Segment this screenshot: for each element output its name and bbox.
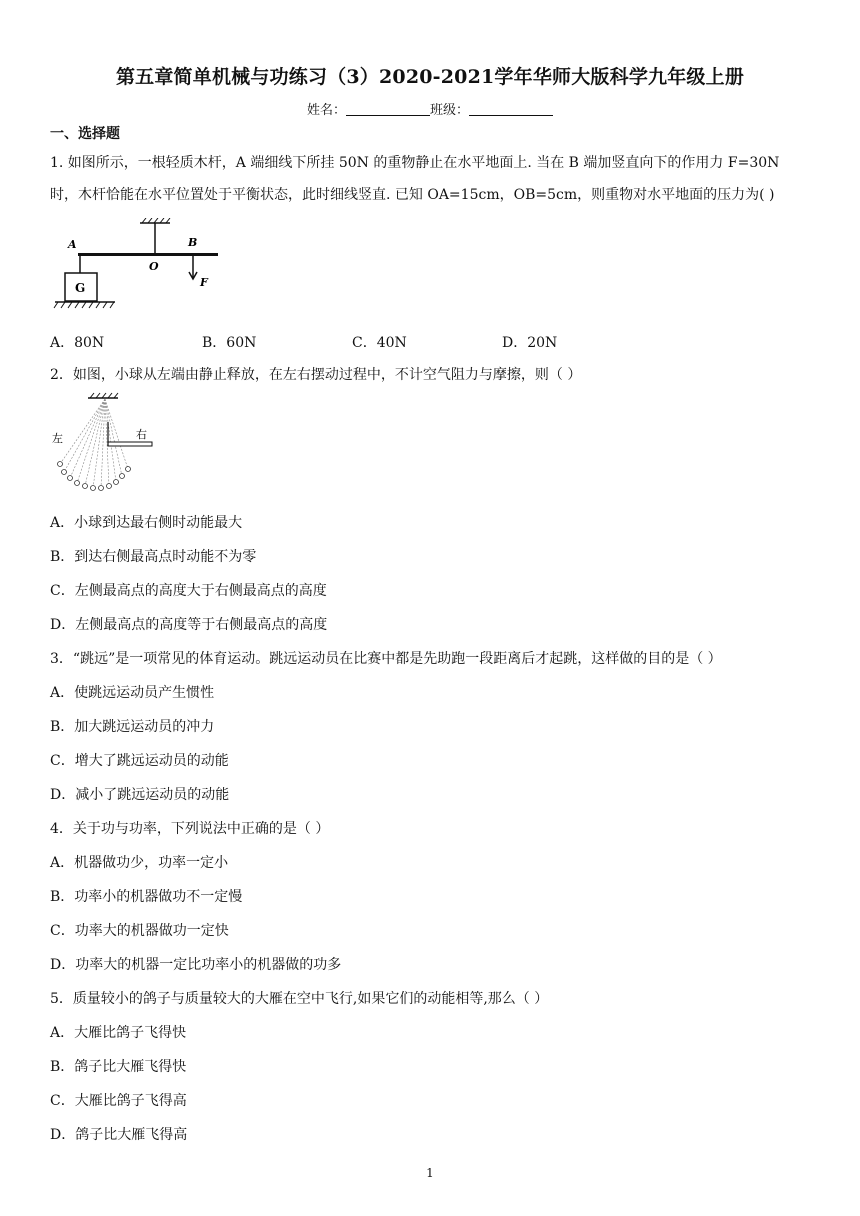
- q2-option-b[interactable]: B．到达右侧最高点时动能不为零: [50, 549, 257, 565]
- q4-option-d[interactable]: D．功率大的机器一定比功率小的机器做的功多: [50, 957, 342, 973]
- page-number: 1: [426, 1166, 434, 1180]
- label-f: F: [200, 276, 208, 289]
- class-label: 班级：: [430, 103, 470, 118]
- q3-option-a[interactable]: A．使跳远运动员产生惯性: [50, 685, 215, 701]
- q1-option-c[interactable]: C．40N: [352, 335, 407, 351]
- q4-stem: 4．关于功与功率，下列说法中正确的是（ ）: [50, 821, 330, 837]
- label-a: A: [68, 238, 77, 251]
- q5-option-a[interactable]: A．大雁比鸽子飞得快: [50, 1025, 187, 1041]
- label-g: G: [75, 281, 86, 295]
- q1-option-b[interactable]: B．60N: [202, 335, 257, 351]
- page-title: 第五章简单机械与功练习（3）2020-2021学年华师大版科学九年级上册: [115, 66, 745, 88]
- q1-stem-line-2: 时，木杆恰能在水平位置处于平衡状态，此时细线竖直. 已知 OA=15cm，OB=5cm，则重物对水平地面的压力为( ): [50, 187, 775, 203]
- label-b: B: [188, 236, 198, 249]
- name-label: 姓名：: [306, 103, 346, 118]
- q1-options: [50, 332, 750, 352]
- q4-option-c[interactable]: C．功率大的机器做功一定快: [50, 923, 229, 939]
- q3-stem: 3．“跳远”是一项常见的体育运动。跳远运动员在比赛中都是先助跑一段距离后才起跳，这样做的目的是（ ）: [50, 651, 722, 667]
- q2-option-d[interactable]: D．左侧最高点的高度等于右侧最高点的高度: [50, 617, 328, 633]
- student-info-line: [0, 99, 860, 118]
- q5-option-c[interactable]: C．大雁比鸽子飞得高: [50, 1093, 187, 1109]
- q2-option-c[interactable]: C．左侧最高点的高度大于右侧最高点的高度: [50, 583, 327, 599]
- lever-figure: [50, 218, 230, 313]
- q5-option-d[interactable]: D．鸽子比大雁飞得高: [50, 1127, 188, 1143]
- q2-stem: 2．如图，小球从左端由静止释放，在左右摆动过程中，不计空气阻力与摩擦，则（ ）: [50, 367, 582, 383]
- label-left: 左: [52, 432, 63, 445]
- section-heading: 一、选择题: [50, 126, 120, 142]
- q1-stem-line-1: 1. 如图所示，一根轻质木杆，A 端细线下所挂 50N 的重物静止在水平地面上. 当在 B 端加竖直向下的作用力 F=30N: [50, 155, 780, 171]
- q3-option-c[interactable]: C．增大了跳远运动员的动能: [50, 753, 229, 769]
- q5-stem: 5．质量较小的鸽子与质量较大的大雁在空中飞行,如果它们的动能相等,那么（ ）: [50, 991, 549, 1007]
- label-o: O: [149, 260, 159, 273]
- q3-option-b[interactable]: B．加大跳远运动员的冲力: [50, 719, 215, 735]
- q2-option-a[interactable]: A．小球到达最右侧时动能最大: [50, 515, 243, 531]
- class-blank[interactable]: [469, 103, 553, 116]
- q4-option-a[interactable]: A．机器做功少，功率一定小: [50, 855, 229, 871]
- label-right: 右: [136, 428, 147, 441]
- q3-option-d[interactable]: D．减小了跳远运动员的动能: [50, 787, 230, 803]
- q5-option-b[interactable]: B．鸽子比大雁飞得快: [50, 1059, 187, 1075]
- q1-option-a[interactable]: A．80N: [50, 335, 105, 351]
- q4-option-b[interactable]: B．功率小的机器做功不一定慢: [50, 889, 243, 905]
- name-blank[interactable]: [346, 103, 430, 116]
- pendulum-figure: [50, 392, 165, 497]
- q1-option-d[interactable]: D．20N: [502, 335, 558, 351]
